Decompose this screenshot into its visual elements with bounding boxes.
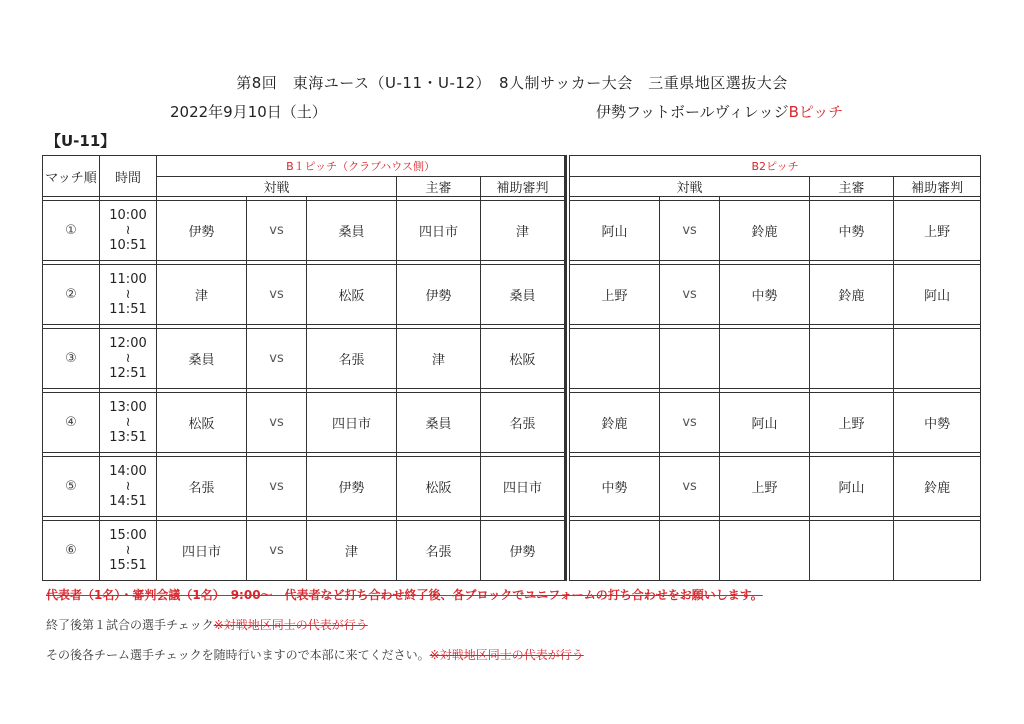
p2-assistant-referee: 阿山 <box>894 265 981 325</box>
time-start: 15:00 <box>109 528 147 543</box>
p2-home-team <box>570 329 660 389</box>
match-number: ⑤ <box>43 457 100 517</box>
p1-away-team: 四日市 <box>307 393 397 453</box>
event-date: 2022年9月10日（土） <box>170 103 327 121</box>
p2-assistant-referee <box>894 329 981 389</box>
p2-home-team <box>570 521 660 581</box>
p1-vs: vs <box>247 393 307 453</box>
time-start: 11:00 <box>109 272 147 287</box>
venue-name: 伊勢フットボールヴィレッジ <box>596 103 789 121</box>
time-end: 15:51 <box>109 558 147 573</box>
match-number: ④ <box>43 393 100 453</box>
match-number: ① <box>43 201 100 261</box>
match-time <box>100 393 157 453</box>
p2-home-team: 中勢 <box>570 457 660 517</box>
time-end: 14:51 <box>109 494 147 509</box>
p1-away-team: 伊勢 <box>307 457 397 517</box>
note-check-first-red: ※対戦地区同士の代表が行う <box>213 618 368 632</box>
p1-home-team: 松阪 <box>157 393 247 453</box>
p1-referee: 伊勢 <box>397 265 481 325</box>
header-match-order: マッチ順 <box>43 156 100 197</box>
time-range-mark: ≀ <box>125 479 131 494</box>
p2-vs <box>660 329 720 389</box>
table-row <box>43 201 981 261</box>
match-time <box>100 265 157 325</box>
match-number: ⑥ <box>43 521 100 581</box>
time-range-mark: ≀ <box>125 415 131 430</box>
p1-away-team: 松阪 <box>307 265 397 325</box>
match-number: ③ <box>43 329 100 389</box>
p2-home-team: 鈴鹿 <box>570 393 660 453</box>
header-p2-game: 対戦 <box>570 177 810 197</box>
header-p1-ref: 主審 <box>397 177 481 197</box>
header-pitch1: B１ピッチ（クラブハウス側） <box>157 156 566 177</box>
document-title: 第8回 東海ユース（U-11・U-12） 8人制サッカー大会 三重県地区選抜大会 <box>236 74 788 92</box>
header-pitch2: B2ピッチ <box>570 156 981 177</box>
p1-away-team: 名張 <box>307 329 397 389</box>
time-range-mark: ≀ <box>125 351 131 366</box>
header-p2-ref: 主審 <box>810 177 894 197</box>
note-meeting: 代表者（1名）・審判会議（1名） 9:00～ 代表者など打ち合わせ終了後、各ブロックでユニフォームの打ち合わせをお願いします。 <box>46 588 763 602</box>
section-label: 【U-11】 <box>46 132 116 150</box>
p2-assistant-referee: 鈴鹿 <box>894 457 981 517</box>
p1-referee: 四日市 <box>397 201 481 261</box>
match-time <box>100 457 157 517</box>
time-range-mark: ≀ <box>125 543 131 558</box>
p2-vs: vs <box>660 457 720 517</box>
p2-assistant-referee: 上野 <box>894 201 981 261</box>
p2-assistant-referee <box>894 521 981 581</box>
p1-away-team: 津 <box>307 521 397 581</box>
p1-assistant-referee: 伊勢 <box>481 521 566 581</box>
header-p2-assist: 補助審判 <box>894 177 981 197</box>
p2-vs: vs <box>660 265 720 325</box>
table-row <box>43 329 981 389</box>
match-time <box>100 521 157 581</box>
time-end: 12:51 <box>109 366 147 381</box>
p2-away-team <box>720 521 810 581</box>
match-time <box>100 201 157 261</box>
venue <box>596 101 843 122</box>
header-time: 時間 <box>100 156 157 197</box>
time-range-mark: ≀ <box>125 223 131 238</box>
p2-away-team: 中勢 <box>720 265 810 325</box>
time-end: 13:51 <box>109 430 147 445</box>
p2-away-team: 阿山 <box>720 393 810 453</box>
p1-assistant-referee: 津 <box>481 201 566 261</box>
p1-assistant-referee: 四日市 <box>481 457 566 517</box>
note-check-all <box>46 646 584 663</box>
time-start: 12:00 <box>109 336 147 351</box>
table-row <box>43 265 981 325</box>
p2-vs <box>660 521 720 581</box>
note-check-first-text: 終了後第１試合の選手チェック <box>46 618 214 632</box>
p1-home-team: 伊勢 <box>157 201 247 261</box>
p1-assistant-referee: 名張 <box>481 393 566 453</box>
p2-assistant-referee: 中勢 <box>894 393 981 453</box>
p2-referee: 鈴鹿 <box>810 265 894 325</box>
p1-vs: vs <box>247 457 307 517</box>
p1-referee: 津 <box>397 329 481 389</box>
p2-referee: 中勢 <box>810 201 894 261</box>
match-number: ② <box>43 265 100 325</box>
time-end: 10:51 <box>109 238 147 253</box>
table-row <box>43 457 981 517</box>
time-start: 14:00 <box>109 464 147 479</box>
p1-vs: vs <box>247 265 307 325</box>
p1-vs: vs <box>247 521 307 581</box>
p1-home-team: 四日市 <box>157 521 247 581</box>
p2-away-team: 鈴鹿 <box>720 201 810 261</box>
header-p1-game: 対戦 <box>157 177 397 197</box>
p1-referee: 松阪 <box>397 457 481 517</box>
p1-home-team: 津 <box>157 265 247 325</box>
p1-assistant-referee: 桑員 <box>481 265 566 325</box>
schedule-table <box>42 155 981 581</box>
p2-referee <box>810 329 894 389</box>
note-check-all-red: ※対戦地区同士の代表が行う <box>429 648 584 662</box>
p2-home-team: 阿山 <box>570 201 660 261</box>
p2-home-team: 上野 <box>570 265 660 325</box>
p2-vs: vs <box>660 201 720 261</box>
p1-vs: vs <box>247 201 307 261</box>
p2-away-team: 上野 <box>720 457 810 517</box>
p2-referee: 上野 <box>810 393 894 453</box>
p2-referee <box>810 521 894 581</box>
note-check-all-text: その後各チーム選手チェックを随時行いますので本部に来てください。 <box>46 648 430 662</box>
venue-pitch: Bピッチ <box>788 103 844 121</box>
p2-away-team <box>720 329 810 389</box>
p1-home-team: 名張 <box>157 457 247 517</box>
time-range-mark: ≀ <box>125 287 131 302</box>
time-start: 10:00 <box>109 208 147 223</box>
table-row <box>43 521 981 581</box>
time-end: 11:51 <box>109 302 147 317</box>
p2-referee: 阿山 <box>810 457 894 517</box>
p1-referee: 桑員 <box>397 393 481 453</box>
table-row <box>43 393 981 453</box>
p1-referee: 名張 <box>397 521 481 581</box>
note-check-first <box>46 616 368 633</box>
p2-vs: vs <box>660 393 720 453</box>
p1-home-team: 桑員 <box>157 329 247 389</box>
header-p1-assist: 補助審判 <box>481 177 566 197</box>
p1-away-team: 桑員 <box>307 201 397 261</box>
match-time <box>100 329 157 389</box>
p1-assistant-referee: 松阪 <box>481 329 566 389</box>
p1-vs: vs <box>247 329 307 389</box>
time-start: 13:00 <box>109 400 147 415</box>
